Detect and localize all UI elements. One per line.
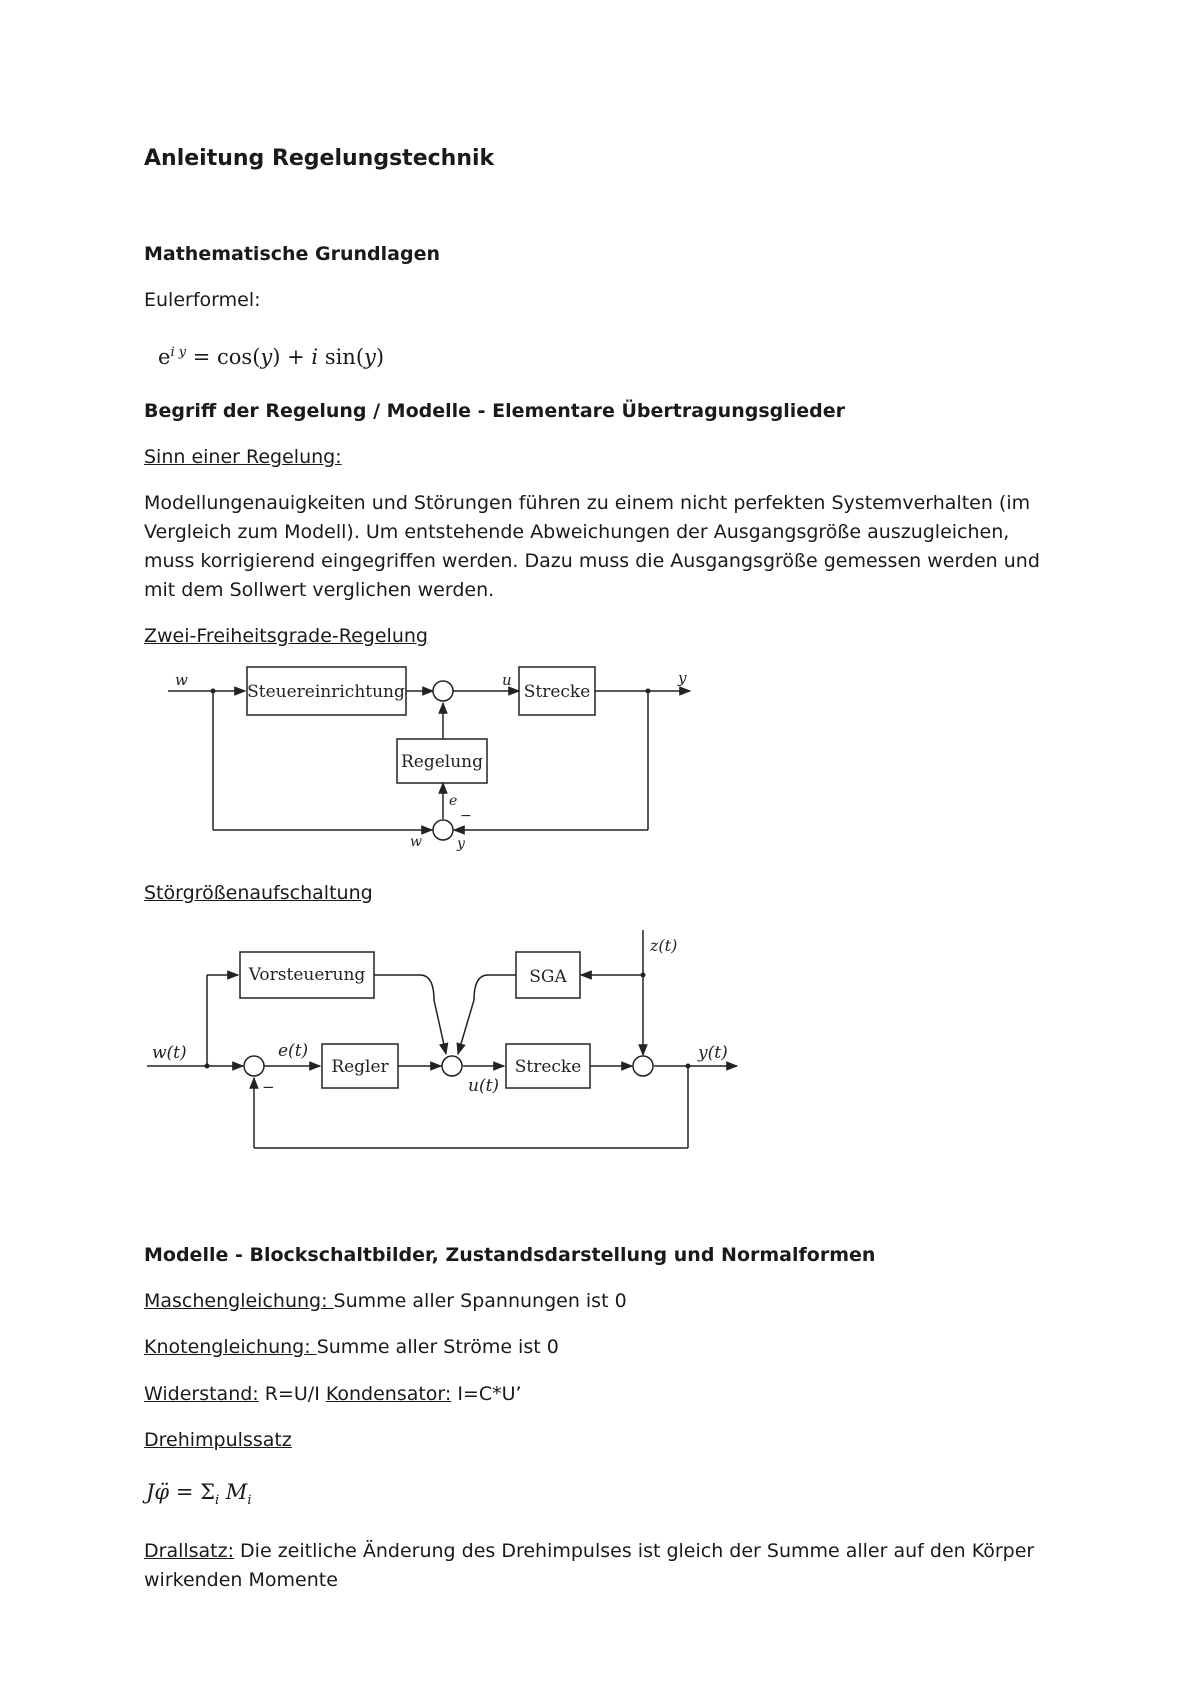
signal-e: e (449, 793, 458, 809)
heading-modelle: Modelle - Blockschaltbilder, Zustandsdarstellung und Normalformen (144, 1244, 876, 1266)
maschengleichung-label: Maschengleichung: (144, 1290, 334, 1312)
drallsatz-text: Die zeitliche Änderung des Drehimpulses ist gleich der Summe aller auf den Körper wirkenden Momente (144, 1540, 1035, 1591)
document-title: Anleitung Regelungstechnik (144, 146, 495, 171)
widerstand-label: Widerstand: (144, 1383, 259, 1405)
signal-w-in: w (175, 671, 188, 689)
drehimpuls-formula: Jφ̈ = $\Sigma_i$ $M_i$ (146, 1480, 252, 1509)
drehimpulssatz-label: Drehimpulssatz (144, 1429, 292, 1451)
regelung-label: Regelung (400, 752, 484, 772)
widerstand-text: R=U/I (258, 1383, 326, 1405)
knotengleichung-label: Knotengleichung: (144, 1336, 317, 1358)
kondensator-text: I=C*U’ (451, 1383, 522, 1405)
signal-y-t: y(t) (698, 1043, 728, 1063)
signal-u: u (502, 671, 512, 689)
zwei-freiheitsgrade-label: Zwei-Freiheitsgrade-Regelung (144, 625, 428, 647)
sinn-label: Sinn einer Regelung: (144, 446, 342, 468)
sinn-paragraph: Modellungenauigkeiten und Störungen führen zu einem nicht perfekten Systemverhalten (im Vergleich zum Modell). Um entstehende Abweichungen der Ausgangsgröße auszugleichen, muss korrigierend eingegriffen werden. Dazu muss die Ausgangsgröße gemessen werden und mit dem Sollwert verglichen werden. (144, 492, 1040, 601)
signal-y-out: y (678, 669, 687, 687)
knotengleichung-text: Summe aller Ströme ist 0 (316, 1336, 559, 1358)
euler-label: Eulerformel: (144, 289, 261, 311)
kondensator-label: Kondensator: (325, 1383, 452, 1405)
drallsatz-label: Drallsatz: (144, 1540, 235, 1562)
regler-label: Regler (331, 1057, 389, 1077)
maschengleichung-text: Summe aller Spannungen ist 0 (333, 1290, 627, 1312)
signal-z: z(t) (650, 936, 678, 955)
strecke-label: Strecke (523, 682, 591, 702)
maschengleichung-line (144, 1287, 627, 1316)
signal-y-bottom: y (457, 836, 465, 852)
summing-junction-regler (244, 1056, 264, 1076)
knotengleichung-line (144, 1333, 559, 1362)
minus-sign-2: − (262, 1078, 275, 1096)
signal-w-t: w(t) (152, 1043, 187, 1063)
sga-label: SGA (529, 967, 567, 987)
drallsatz-paragraph (144, 1537, 1044, 1595)
signal-w-bottom: w (410, 834, 422, 850)
stoergroessenaufschaltung-label: Störgrößenaufschaltung (144, 882, 373, 904)
heading-mathematische-grundlagen: Mathematische Grundlagen (144, 243, 441, 265)
heading-begriff-der-regelung: Begriff der Regelung / Modelle - Elementare Übertragungsglieder (144, 400, 845, 422)
vorsteuerung-label: Vorsteuerung (248, 965, 366, 985)
summing-junction-u (442, 1056, 462, 1076)
signal-e-t: e(t) (278, 1041, 309, 1061)
minus-sign-1: − (460, 808, 472, 824)
strecke2-label: Strecke (514, 1057, 582, 1077)
summing-junction-y (633, 1056, 653, 1076)
euler-formula: $e^{i y} = \cos(y) + i$ sin(y) (158, 345, 385, 369)
signal-u-t: u(t) (468, 1076, 500, 1096)
widerstand-kondensator-line (144, 1380, 522, 1409)
steuereinrichtung-label: Steuereinrichtung (247, 682, 405, 702)
